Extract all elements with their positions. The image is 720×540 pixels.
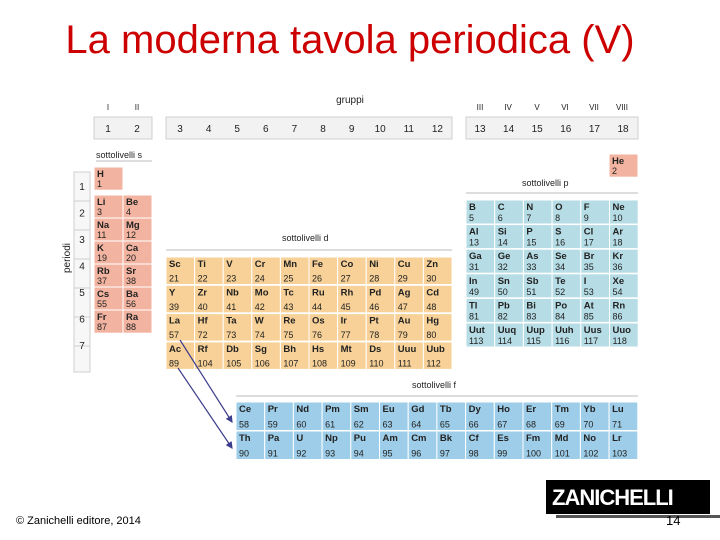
atomic-number: 20 [126, 253, 137, 264]
atomic-number: 3 [97, 207, 103, 218]
atomic-number: 26 [312, 273, 323, 284]
element-symbol: Bk [439, 433, 453, 444]
element-symbol: I [583, 275, 587, 287]
element-symbol: Pb [497, 300, 510, 312]
atomic-number: 15 [526, 237, 537, 248]
element-symbol: Ne [612, 202, 625, 213]
atomic-number: 62 [353, 419, 364, 430]
element-symbol: Tb [439, 404, 452, 415]
atomic-number: 106 [254, 358, 270, 369]
atomic-number: 92 [296, 448, 307, 459]
group-roman-label: VI [561, 103, 569, 112]
atomic-number: 117 [583, 336, 599, 346]
group-number: 14 [503, 124, 515, 135]
atomic-number: 48 [426, 301, 437, 312]
atomic-number: 89 [169, 358, 180, 369]
atomic-number: 42 [254, 301, 265, 312]
atomic-number: 40 [197, 301, 208, 312]
atomic-number: 94 [353, 448, 364, 459]
atomic-number: 81 [469, 311, 480, 322]
element-symbol: Sn [497, 275, 510, 287]
element-symbol: Rn [612, 300, 626, 312]
element-symbol: Md [554, 433, 569, 444]
element-symbol: N [526, 202, 534, 213]
element-symbol: Xe [612, 275, 625, 287]
atomic-number: 60 [296, 419, 307, 430]
element-symbol: In [469, 275, 478, 287]
atomic-number: 111 [397, 358, 412, 369]
element-symbol: Ds [369, 343, 382, 355]
element-symbol: Pr [267, 404, 278, 415]
atomic-number: 76 [312, 330, 323, 341]
element-symbol: P [526, 226, 533, 238]
element-symbol: Br [583, 251, 595, 263]
element-symbol: Cs [97, 289, 110, 300]
element-symbol: Tl [469, 300, 478, 312]
atomic-number: 103 [612, 448, 628, 459]
element-symbol: Si [497, 226, 507, 238]
period-number: 3 [79, 235, 85, 246]
element-symbol: B [469, 202, 476, 213]
element-symbol: Au [397, 315, 411, 327]
element-symbol: F [583, 202, 590, 213]
element-symbol: He [612, 156, 625, 167]
element-symbol: Ac [169, 343, 182, 355]
atomic-number: 46 [369, 301, 380, 312]
atomic-number: 54 [612, 286, 623, 297]
element-symbol: Ti [197, 259, 206, 270]
atomic-number: 104 [197, 358, 213, 369]
element-symbol: Mn [283, 259, 298, 270]
element-symbol: Am [382, 433, 398, 444]
element-symbol: Uub [426, 343, 445, 355]
group-number: 6 [263, 124, 269, 135]
element-symbol: O [555, 202, 563, 213]
brand-text: ZANICHELLI [552, 485, 673, 510]
atomic-number: 43 [283, 301, 294, 312]
element-symbol: Fm [526, 433, 541, 444]
element-symbol: Ce [239, 404, 252, 415]
element-symbol: Hs [312, 343, 325, 355]
atomic-number: 85 [583, 311, 594, 322]
atomic-number: 12 [126, 230, 137, 241]
atomic-number: 51 [526, 286, 537, 297]
atomic-number: 52 [555, 286, 566, 297]
element-symbol: H [97, 169, 104, 180]
atomic-number: 102 [583, 448, 599, 459]
element-symbol: Ra [126, 312, 139, 323]
atomic-number: 118 [612, 336, 627, 346]
element-symbol: Ho [497, 404, 510, 415]
atomic-number: 99 [497, 448, 508, 459]
atomic-number: 90 [239, 448, 250, 459]
element-symbol: Mt [340, 343, 352, 355]
atomic-number: 28 [369, 273, 380, 284]
atomic-number: 37 [97, 276, 108, 287]
element-symbol: No [583, 433, 597, 444]
atomic-number: 7 [526, 213, 532, 223]
period-number: 1 [79, 182, 85, 193]
element-symbol: Be [126, 197, 139, 208]
element-symbol: Pt [369, 315, 379, 327]
atomic-number: 11 [97, 230, 107, 241]
element-symbol: Bi [526, 300, 536, 312]
sublevel-s-label: sottolivelli s [96, 150, 143, 160]
atomic-number: 107 [283, 358, 299, 369]
element-symbol: Zr [197, 287, 208, 299]
atomic-number: 84 [555, 311, 566, 322]
element-symbol: Lu [612, 404, 624, 415]
atomic-number: 64 [411, 419, 422, 430]
element-symbol: Cd [426, 287, 440, 299]
atomic-number: 33 [526, 262, 537, 273]
atomic-number: 8 [555, 213, 561, 223]
element-symbol: Po [555, 300, 568, 312]
atomic-number: 77 [340, 330, 351, 341]
element-symbol: U [296, 433, 304, 444]
element-symbol: Cm [411, 433, 427, 444]
element-symbol: K [97, 243, 104, 254]
element-symbol: Os [312, 315, 325, 327]
atomic-number: 2 [612, 166, 618, 177]
atomic-number: 66 [468, 419, 479, 430]
atomic-number: 35 [583, 262, 594, 273]
element-symbol: Pd [369, 287, 382, 299]
atomic-number: 65 [439, 419, 450, 430]
atomic-number: 70 [583, 419, 594, 430]
group-number: 8 [320, 124, 326, 135]
element-symbol: Uup [526, 325, 545, 336]
element-symbol: Cr [254, 259, 266, 270]
element-symbol: Sb [526, 275, 539, 287]
atomic-number: 5 [469, 213, 475, 223]
atomic-number: 38 [126, 276, 137, 287]
group-header-sblock [94, 117, 152, 139]
atomic-number: 109 [340, 358, 356, 369]
element-symbol: Ir [340, 315, 347, 327]
element-symbol: Nd [296, 404, 310, 415]
group-roman-label: III [476, 103, 484, 112]
element-symbol: Uus [583, 325, 602, 336]
atomic-number: 4 [126, 207, 132, 218]
group-header-pblock [466, 117, 638, 139]
atomic-number: 98 [468, 448, 479, 459]
element-symbol: Bh [283, 343, 297, 355]
atomic-number: 108 [312, 358, 328, 369]
element-symbol: Zn [426, 259, 439, 270]
element-symbol: Ta [226, 315, 237, 327]
atomic-number: 82 [497, 311, 508, 322]
element-symbol: Co [340, 259, 354, 270]
groups-label: gruppi [336, 95, 364, 106]
atomic-number: 61 [325, 419, 336, 430]
page-title: La moderna tavola periodica (V) [65, 18, 635, 62]
group-number: 10 [374, 124, 386, 135]
atomic-number: 116 [555, 336, 570, 346]
atomic-number: 10 [612, 213, 623, 223]
group-number: 16 [560, 124, 572, 135]
atomic-number: 88 [126, 322, 137, 333]
atomic-number: 50 [497, 286, 508, 297]
atomic-number: 1 [97, 179, 103, 190]
atomic-number: 44 [312, 301, 323, 312]
element-symbol: Sc [169, 259, 181, 270]
element-symbol: Uut [469, 325, 485, 336]
period-number: 4 [79, 261, 85, 273]
group-number: 9 [348, 124, 355, 135]
atomic-number: 67 [497, 419, 508, 430]
atomic-number: 56 [126, 299, 137, 310]
element-symbol: C [497, 202, 505, 213]
atomic-number: 53 [583, 286, 594, 297]
copyright-footer: © Zanichelli editore, 2014 [16, 515, 141, 527]
atomic-number: 110 [369, 358, 384, 369]
atomic-number: 101 [554, 448, 570, 459]
element-symbol: Pa [267, 433, 280, 444]
atomic-number: 23 [226, 273, 237, 284]
element-symbol: V [226, 259, 233, 270]
element-symbol: Ca [126, 243, 139, 254]
atomic-number: 49 [469, 286, 480, 297]
sublevel-f-label: sottolivelli f [412, 380, 457, 390]
element-symbol: S [555, 226, 562, 238]
element-symbol: Pu [353, 433, 366, 444]
periods-label: periodi [62, 242, 73, 274]
period-number: 6 [79, 314, 85, 326]
atomic-number: 97 [439, 448, 450, 459]
atomic-number: 105 [226, 358, 242, 369]
group-number: 11 [403, 124, 414, 135]
atomic-number: 59 [267, 419, 278, 430]
atomic-number: 114 [497, 336, 513, 346]
element-symbol: Fe [312, 259, 324, 270]
element-symbol: Ga [469, 251, 482, 263]
sublevel-d-label: sottolivelli d [282, 233, 329, 243]
atomic-number: 29 [397, 273, 408, 284]
period-number: 5 [79, 288, 85, 299]
element-symbol: Tc [283, 287, 294, 299]
element-symbol: Na [97, 220, 110, 231]
element-symbol: Ni [369, 259, 379, 270]
group-roman-label: IV [504, 103, 512, 112]
element-symbol: Ru [312, 287, 325, 299]
group-number: 2 [134, 124, 140, 135]
element-symbol: Dy [468, 404, 481, 415]
element-symbol: Db [226, 343, 239, 355]
element-symbol: Hg [426, 315, 440, 327]
element-symbol: Se [555, 251, 567, 263]
atomic-number: 34 [555, 262, 566, 273]
element-symbol: Th [239, 433, 251, 444]
atomic-number: 75 [283, 330, 294, 341]
element-symbol: Cf [468, 433, 479, 444]
atomic-number: 93 [325, 448, 336, 459]
group-number: 13 [474, 124, 486, 135]
atomic-number: 96 [411, 448, 422, 459]
element-symbol: Mo [254, 287, 269, 299]
element-symbol: Lr [612, 433, 622, 444]
element-symbol: Li [97, 197, 106, 208]
element-symbol: Mg [126, 220, 140, 231]
atomic-number: 74 [254, 330, 265, 341]
atomic-number: 58 [239, 419, 250, 430]
atomic-number: 112 [426, 358, 441, 369]
element-symbol: Ge [497, 251, 511, 263]
atomic-number: 31 [469, 262, 480, 273]
element-symbol: At [583, 300, 594, 312]
atomic-number: 71 [612, 419, 623, 430]
element-symbol: Ar [612, 226, 624, 238]
element-symbol: Np [325, 433, 338, 444]
element-symbol: Kr [612, 251, 624, 263]
element-symbol: As [526, 251, 539, 263]
element-symbol: La [169, 315, 181, 327]
element-symbol: Tm [554, 404, 569, 415]
group-number: 1 [105, 124, 111, 135]
atomic-number: 17 [583, 237, 594, 248]
element-symbol: W [254, 315, 264, 327]
atomic-number: 36 [612, 262, 623, 273]
atomic-number: 57 [169, 330, 180, 341]
atomic-number: 27 [340, 273, 351, 284]
atomic-number: 24 [254, 273, 265, 284]
element-symbol: Sg [254, 343, 267, 355]
atomic-number: 39 [169, 301, 180, 312]
sublevel-p-label: sottolivelli p [522, 178, 569, 188]
atomic-number: 13 [469, 237, 480, 248]
atomic-number: 95 [382, 448, 393, 459]
element-symbol: Nb [226, 287, 239, 299]
element-symbol: Uuo [612, 325, 631, 336]
element-symbol: Fr [97, 312, 107, 323]
group-roman-label: V [534, 103, 540, 112]
atomic-number: 55 [97, 299, 108, 310]
element-symbol: Ag [397, 287, 411, 299]
element-symbol: Ba [126, 289, 139, 300]
atomic-number: 87 [97, 322, 108, 333]
element-symbol: Re [283, 315, 296, 327]
atomic-number: 18 [612, 237, 623, 248]
group-number: 17 [588, 124, 600, 135]
element-symbol: Cu [397, 259, 411, 270]
group-number: 5 [234, 124, 240, 135]
atomic-number: 115 [526, 336, 541, 346]
element-symbol: Eu [382, 404, 395, 415]
logo-underline [556, 515, 720, 518]
atomic-number: 73 [226, 330, 237, 341]
element-symbol: Gd [411, 404, 425, 415]
atomic-number: 83 [526, 311, 537, 322]
element-symbol: Rf [197, 343, 208, 355]
element-symbol: Pm [325, 404, 340, 415]
group-roman-label: VIII [615, 103, 629, 112]
atomic-number: 86 [612, 311, 623, 322]
element-symbol: Yb [583, 404, 596, 415]
atomic-number: 9 [583, 213, 589, 223]
period-number: 7 [79, 341, 85, 352]
element-symbol: Hf [197, 315, 208, 327]
atomic-number: 6 [497, 213, 503, 223]
atomic-number: 32 [497, 262, 508, 273]
group-number: 7 [291, 124, 298, 135]
atomic-number: 45 [340, 301, 351, 312]
atomic-number: 22 [197, 273, 208, 284]
element-symbol: Sm [353, 404, 369, 415]
group-number: 18 [617, 124, 629, 135]
element-symbol: Te [555, 275, 566, 287]
atomic-number: 47 [397, 301, 408, 312]
group-number: 15 [531, 124, 543, 135]
group-number: 12 [431, 124, 443, 135]
element-symbol: Es [497, 433, 509, 444]
atomic-number: 19 [97, 253, 108, 264]
atomic-number: 79 [397, 330, 408, 341]
atomic-number: 68 [526, 419, 537, 430]
zanichelli-logo [546, 480, 710, 514]
element-symbol: Al [469, 226, 479, 238]
element-symbol: Cl [583, 226, 594, 238]
group-roman-label: VII [589, 103, 599, 112]
atomic-number: 69 [554, 419, 565, 430]
element-symbol: Uuu [397, 343, 417, 355]
element-symbol: Rb [97, 266, 110, 277]
element-symbol: Er [526, 404, 537, 415]
atomic-number: 78 [369, 330, 380, 341]
element-symbol: Sr [126, 266, 137, 277]
atomic-number: 25 [283, 273, 294, 284]
atomic-number: 41 [226, 301, 237, 312]
atomic-number: 21 [169, 273, 180, 284]
atomic-number: 100 [526, 448, 542, 459]
atomic-number: 14 [497, 237, 508, 248]
element-symbol: Rh [340, 287, 354, 299]
page-number: 14 [666, 513, 681, 528]
atomic-number: 113 [469, 336, 484, 346]
group-number: 3 [177, 124, 183, 135]
element-symbol: Uuq [497, 325, 517, 336]
atomic-number: 72 [197, 330, 208, 341]
atomic-number: 30 [426, 273, 437, 284]
atomic-number: 63 [382, 419, 393, 430]
atomic-number: 80 [426, 330, 437, 341]
element-symbol: Y [169, 287, 176, 299]
group-roman-label: I [106, 103, 110, 112]
group-roman-label: II [134, 103, 140, 112]
atomic-number: 91 [267, 448, 278, 459]
group-number: 4 [205, 124, 212, 135]
period-number: 2 [79, 208, 85, 220]
element-symbol: Uuh [555, 325, 574, 336]
atomic-number: 16 [555, 237, 566, 248]
